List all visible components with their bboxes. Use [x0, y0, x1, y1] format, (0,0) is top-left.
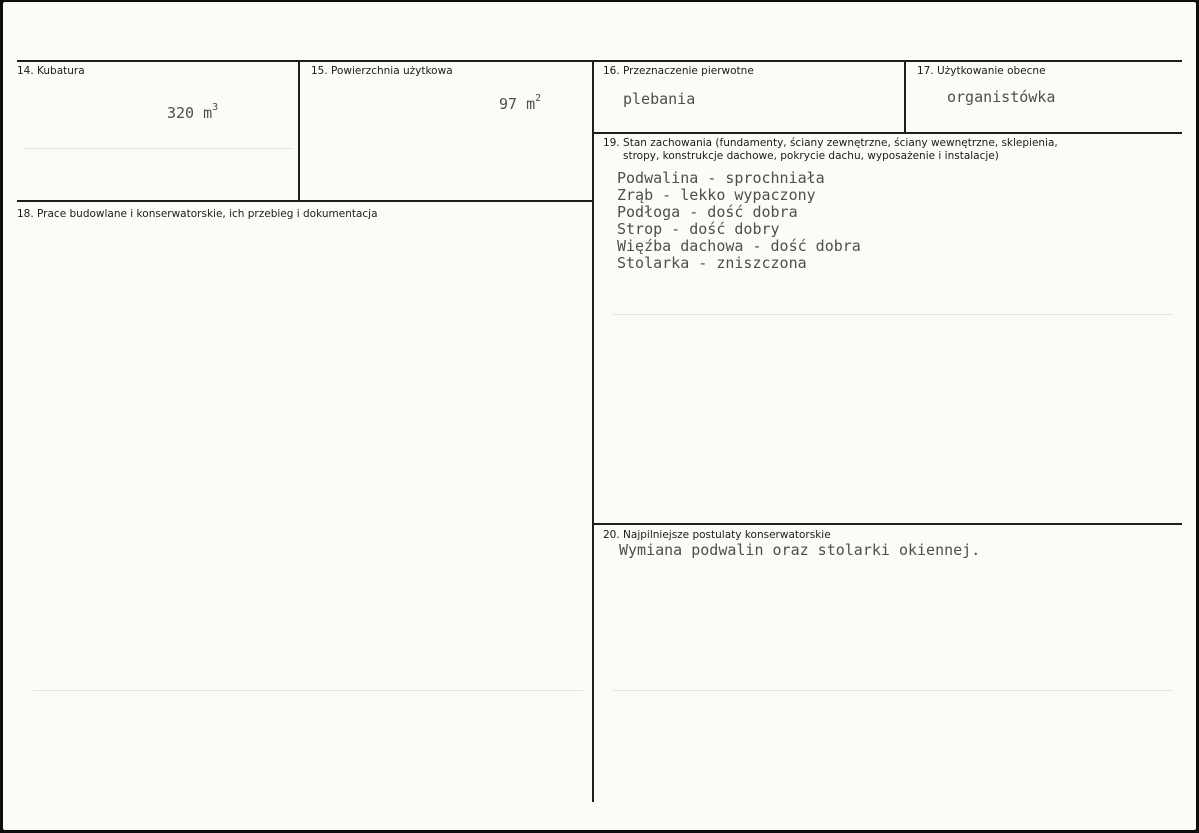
condition-item: Podwalina - sprochniała: [617, 169, 825, 187]
show-through-line: [23, 148, 293, 149]
condition-item: Więźba dachowa - dość dobra: [617, 237, 861, 255]
top-rule: [17, 60, 1182, 62]
show-through-line: [33, 690, 583, 691]
condition-item: Strop - dość dobry: [617, 220, 780, 238]
rule-above-19: [593, 132, 1182, 134]
rule-above-18: [17, 200, 594, 202]
field-14-number: 320 m: [167, 104, 213, 122]
condition-item: Podłoga - dość dobra: [617, 203, 798, 221]
field-17-value: organistówka: [947, 88, 1056, 106]
field-16-label: 16. Przeznaczenie pierwotne: [603, 65, 754, 77]
field-17-label: 17. Użytkowanie obecne: [917, 65, 1046, 77]
field-15-label: 15. Powierzchnia użytkowa: [311, 65, 453, 77]
field-18-label: 18. Prace budowlane i konserwatorskie, ich przebieg i dokumentacja: [17, 208, 378, 220]
rule-above-20: [593, 523, 1182, 525]
field-15-number: 97 m: [499, 95, 536, 113]
field-14-value: [167, 99, 218, 122]
show-through-line: [613, 690, 1173, 691]
field-14-unit-exponent: 3: [212, 102, 219, 113]
field-15-value: [499, 90, 541, 113]
show-through-line: [613, 314, 1173, 315]
field-20-value: Wymiana podwalin oraz stolarki okiennej.: [619, 541, 981, 559]
field-14-label: 14. Kubatura: [17, 65, 85, 77]
condition-item: Stolarka - zniszczona: [617, 254, 807, 272]
divider-14-15: [298, 60, 300, 202]
field-15-unit-exponent: 2: [535, 93, 542, 104]
divider-16-17: [904, 60, 906, 134]
field-19-label-line1: 19. Stan zachowania (fundamenty, ściany zewnętrzne, ściany wewnętrzne, sklepienia,: [603, 137, 1058, 149]
field-20-label: 20. Najpilniejsze postulaty konserwatorskie: [603, 529, 831, 541]
divider-main: [592, 60, 594, 802]
condition-item: Zrąb - lekko wypaczony: [617, 186, 816, 204]
field-16-value: plebania: [623, 90, 696, 108]
field-19-label-line2: stropy, konstrukcje dachowe, pokrycie dachu, wyposażenie i instalacje): [623, 150, 999, 162]
record-card: [3, 2, 1196, 830]
condition-list: [617, 170, 861, 272]
